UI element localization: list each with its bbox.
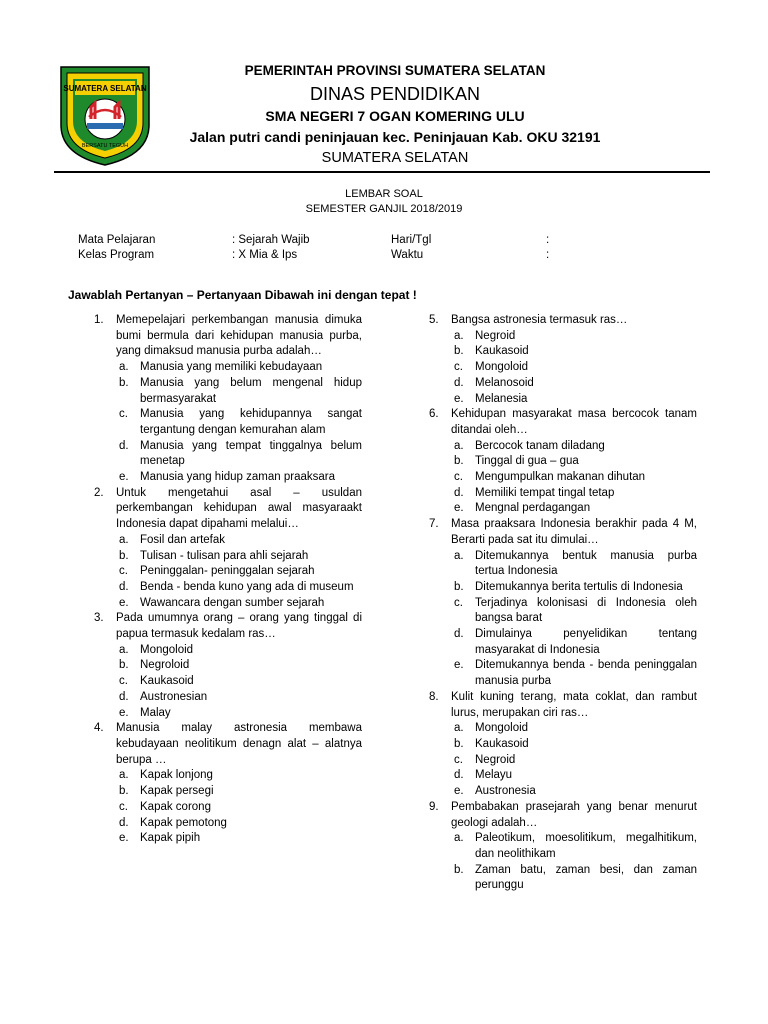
question-number: 4.: [94, 722, 104, 735]
answer-option: [454, 768, 697, 784]
question-text: Kulit kuning terang, mata coklat, dan rambut lurus, merupakan ciri ras…: [451, 690, 697, 719]
svg-text:SUMATERA SELATAN: SUMATERA SELATAN: [63, 84, 147, 93]
option-letter: c.: [119, 408, 128, 421]
answer-options: [94, 533, 362, 612]
question-number: 8.: [429, 690, 439, 703]
answer-option: [454, 721, 697, 737]
header-government: PEMERINTAH PROVINSI SUMATERA SELATAN: [244, 63, 546, 78]
option-letter: d.: [454, 376, 464, 389]
doc-semester: SEMESTER GANJIL 2018/2019: [305, 203, 463, 215]
answer-option: [119, 580, 362, 596]
option-letter: a.: [119, 643, 129, 656]
answer-option: [119, 643, 362, 659]
option-text: Malay: [140, 706, 171, 719]
questions-right-column: [429, 313, 697, 894]
question-text: Memepelajari perkembangan manusia dimuka bumi bermula dari kehidupan manusia purba, yang dimaksud manusia purba adalah…: [116, 314, 362, 358]
option-letter: d.: [454, 628, 464, 641]
option-text: Mongoloid: [475, 361, 529, 374]
option-text: Manusia yang belum mengenal hidup bermasyarakat: [140, 376, 362, 405]
option-letter: d.: [119, 816, 129, 829]
answer-option: [119, 470, 362, 486]
question-number: 2.: [94, 486, 104, 499]
question-number: 9.: [429, 800, 439, 813]
answer-option: [454, 501, 697, 517]
answer-options: [429, 831, 697, 894]
time-label: Waktu: [391, 249, 424, 261]
question-item: [429, 800, 697, 831]
questions-left-column: [94, 313, 362, 847]
option-text: Kapak pemotong: [140, 816, 227, 829]
answer-option: [119, 533, 362, 549]
question-item: [94, 486, 362, 533]
answer-options: [94, 643, 362, 722]
option-text: Paleotikum, moesolitikum, megalhitikum, dan neolithikam: [475, 832, 697, 860]
answer-option: [119, 564, 362, 580]
question-text: Masa praaksara Indonesia berakhir pada 4 M, Berarti pada sat itu dimulai…: [451, 518, 697, 546]
option-text: Kapak persegi: [140, 785, 214, 798]
option-text: Kaukasoid: [475, 737, 529, 750]
answer-option: [119, 768, 362, 784]
option-letter: b.: [454, 455, 464, 468]
option-letter: c.: [454, 753, 463, 766]
question-item: [94, 611, 362, 642]
answer-option: [454, 737, 697, 753]
question-text: Untuk mengetahui asal – usuldan perkembangan kehidupan awal masyaraakt Indonesia dapat dipahami melalui…: [116, 486, 362, 531]
option-text: Melayu: [475, 769, 513, 782]
option-letter: b.: [454, 580, 464, 593]
option-letter: c.: [119, 565, 128, 578]
option-text: Kapak pipih: [140, 832, 201, 845]
answer-option: [454, 658, 697, 689]
option-text: Melanosoid: [475, 376, 534, 389]
answer-option: [454, 329, 697, 345]
option-letter: a.: [119, 533, 129, 546]
option-text: Negroid: [475, 753, 516, 766]
option-text: Manusia yang kehidupannya sangat tergantung dengan kemurahan alam: [140, 408, 362, 436]
time-value: :: [546, 249, 550, 261]
option-letter: b.: [119, 659, 129, 672]
header-divider: [54, 171, 710, 173]
question-item: [429, 517, 697, 548]
subject-label: Mata Pelajaran: [78, 234, 156, 246]
question-item: [94, 313, 362, 360]
class-value: : X Mia & Ips: [232, 249, 298, 261]
answer-option: [454, 784, 697, 800]
option-text: Ditemukannya benda - benda peninggalan manusia purba: [475, 659, 697, 688]
option-text: Negroid: [475, 329, 516, 342]
option-text: Austronesian: [140, 690, 208, 703]
option-letter: e.: [119, 471, 129, 484]
option-text: Mengnal perdagangan: [475, 502, 591, 515]
option-text: Mongoloid: [140, 643, 194, 656]
option-letter: d.: [454, 769, 464, 782]
option-letter: e.: [454, 502, 464, 515]
option-letter: b.: [119, 376, 129, 389]
option-text: Mengumpulkan makanan dihutan: [475, 471, 646, 484]
option-letter: a.: [454, 329, 464, 342]
header-address: Jalan putri candi peninjauan kec. Peninjauan Kab. OKU 32191: [189, 129, 601, 145]
answer-option: [454, 863, 697, 894]
option-letter: d.: [119, 439, 129, 452]
answer-option: [119, 596, 362, 612]
option-letter: e.: [119, 596, 129, 609]
option-text: Peninggalan- peninggalan sejarah: [140, 565, 315, 578]
answer-option: [454, 549, 697, 580]
question-text: Manusia malay astronesia membawa kebudayaan neolitikum denagn alat – alatnya berupa …: [116, 722, 362, 766]
option-letter: c.: [454, 596, 463, 609]
option-text: Melanesia: [475, 392, 528, 405]
day-label: Hari/Tgl: [391, 234, 432, 246]
option-text: Bercocok tanam diladang: [475, 439, 605, 452]
option-text: Manusia yang tempat tinggalnya belum menetap: [140, 439, 362, 468]
answer-options: [94, 768, 362, 847]
option-text: Ditemukannya berita tertulis di Indonesia: [475, 580, 683, 593]
class-label: Kelas Program: [78, 249, 155, 261]
question-item: [94, 721, 362, 768]
option-letter: a.: [454, 439, 464, 452]
question-number: 5.: [429, 314, 439, 326]
option-letter: c.: [454, 471, 463, 484]
answer-option: [119, 407, 362, 438]
answer-option: [119, 784, 362, 800]
option-letter: d.: [119, 690, 129, 703]
option-letter: c.: [119, 800, 128, 813]
answer-option: [119, 800, 362, 816]
answer-option: [454, 344, 697, 360]
instruction: Jawablah Pertanyan – Pertanyaan Dibawah ini dengan tepat !: [68, 288, 417, 302]
option-text: Tulisan - tulisan para ahli sejarah: [140, 549, 309, 562]
question-item: [429, 313, 697, 329]
option-text: Kapak corong: [140, 800, 211, 813]
header-school: SMA NEGERI 7 OGAN KOMERING ULU: [265, 108, 525, 124]
question-item: [429, 690, 697, 721]
option-letter: b.: [454, 737, 464, 750]
answer-option: [119, 690, 362, 706]
day-value: :: [546, 234, 550, 246]
option-letter: b.: [454, 345, 464, 358]
option-letter: b.: [119, 785, 129, 798]
option-letter: d.: [119, 580, 129, 593]
answer-option: [454, 596, 697, 627]
option-text: Zaman batu, zaman besi, dan zaman perunggu: [475, 863, 697, 892]
answer-option: [454, 831, 697, 862]
answer-options: [429, 721, 697, 800]
option-letter: c.: [119, 675, 128, 688]
answer-option: [119, 831, 362, 847]
option-letter: e.: [119, 832, 129, 845]
answer-option: [119, 816, 362, 832]
option-text: Manusia yang hidup zaman praaksara: [140, 471, 335, 484]
option-letter: a.: [454, 832, 464, 845]
question-number: 6.: [429, 408, 439, 421]
answer-option: [454, 753, 697, 769]
doc-title: LEMBAR SOAL: [345, 188, 423, 200]
answer-option: [454, 376, 697, 392]
option-letter: a.: [454, 549, 464, 562]
answer-option: [119, 360, 362, 376]
answer-option: [119, 376, 362, 407]
option-text: Tinggal di gua – gua: [475, 455, 579, 468]
answer-option: [119, 674, 362, 690]
option-text: Ditemukannya bentuk manusia purba tertua Indonesia: [475, 549, 697, 578]
answer-options: [429, 549, 697, 690]
answer-option: [454, 486, 697, 502]
header-department: DINAS PENDIDIKAN: [309, 84, 481, 104]
subject-value: : Sejarah Wajib: [232, 234, 310, 246]
option-text: Fosil dan artefak: [140, 533, 226, 546]
option-letter: a.: [119, 361, 129, 374]
answer-option: [119, 658, 362, 674]
question-number: 3.: [94, 612, 104, 625]
header-province: SUMATERA SELATAN: [321, 150, 469, 166]
option-text: Kaukasoid: [140, 675, 194, 688]
option-text: Kaukasoid: [475, 345, 529, 358]
option-text: Austronesia: [475, 785, 536, 798]
answer-option: [454, 439, 697, 455]
option-text: Benda - benda kuno yang ada di museum: [140, 580, 354, 593]
question-text: Bangsa astronesia termasuk ras…: [451, 314, 628, 326]
option-letter: e.: [454, 785, 464, 798]
answer-option: [454, 580, 697, 596]
provincial-emblem-logo: [53, 63, 157, 167]
option-text: Wawancara dengan sumber sejarah: [140, 596, 325, 609]
option-letter: e.: [454, 659, 464, 672]
answer-option: [454, 454, 697, 470]
option-text: Memiliki tempat tingal tetap: [475, 486, 615, 499]
answer-options: [94, 360, 362, 486]
option-letter: a.: [119, 769, 129, 782]
answer-option: [119, 706, 362, 722]
question-number: 1.: [94, 314, 104, 326]
option-letter: c.: [454, 361, 463, 374]
option-text: Terjadinya kolonisasi di Indonesia oleh bangsa barat: [475, 596, 697, 625]
answer-option: [454, 360, 697, 376]
answer-option: [119, 439, 362, 470]
answer-options: [429, 329, 697, 408]
option-letter: b.: [454, 863, 464, 876]
option-letter: e.: [119, 706, 129, 719]
option-letter: e.: [454, 392, 464, 405]
option-text: Dimulainya penyelidikan tentang masyarakat di Indonesia: [475, 628, 697, 656]
answer-option: [454, 392, 697, 408]
question-text: Kehidupan masyarakat masa bercocok tanam ditandai oleh…: [451, 408, 697, 436]
question-text: Pembabakan prasejarah yang benar menurut geologi adalah…: [451, 800, 697, 829]
svg-text:BERSATU TEGUH: BERSATU TEGUH: [81, 143, 129, 149]
answer-option: [454, 627, 697, 658]
answer-option: [454, 470, 697, 486]
option-text: Negroloid: [140, 659, 190, 672]
question-text: Pada umumnya orang – orang yang tinggal di papua termasuk kedalam ras…: [116, 612, 362, 641]
option-letter: a.: [454, 722, 464, 735]
question-item: [429, 407, 697, 438]
answer-option: [119, 549, 362, 565]
option-text: Mongoloid: [475, 722, 529, 735]
option-text: Manusia yang memiliki kebudayaan: [140, 361, 323, 374]
answer-options: [429, 439, 697, 518]
question-number: 7.: [429, 518, 439, 531]
option-text: Kapak lonjong: [140, 769, 213, 782]
option-letter: d.: [454, 486, 464, 499]
option-letter: b.: [119, 549, 129, 562]
